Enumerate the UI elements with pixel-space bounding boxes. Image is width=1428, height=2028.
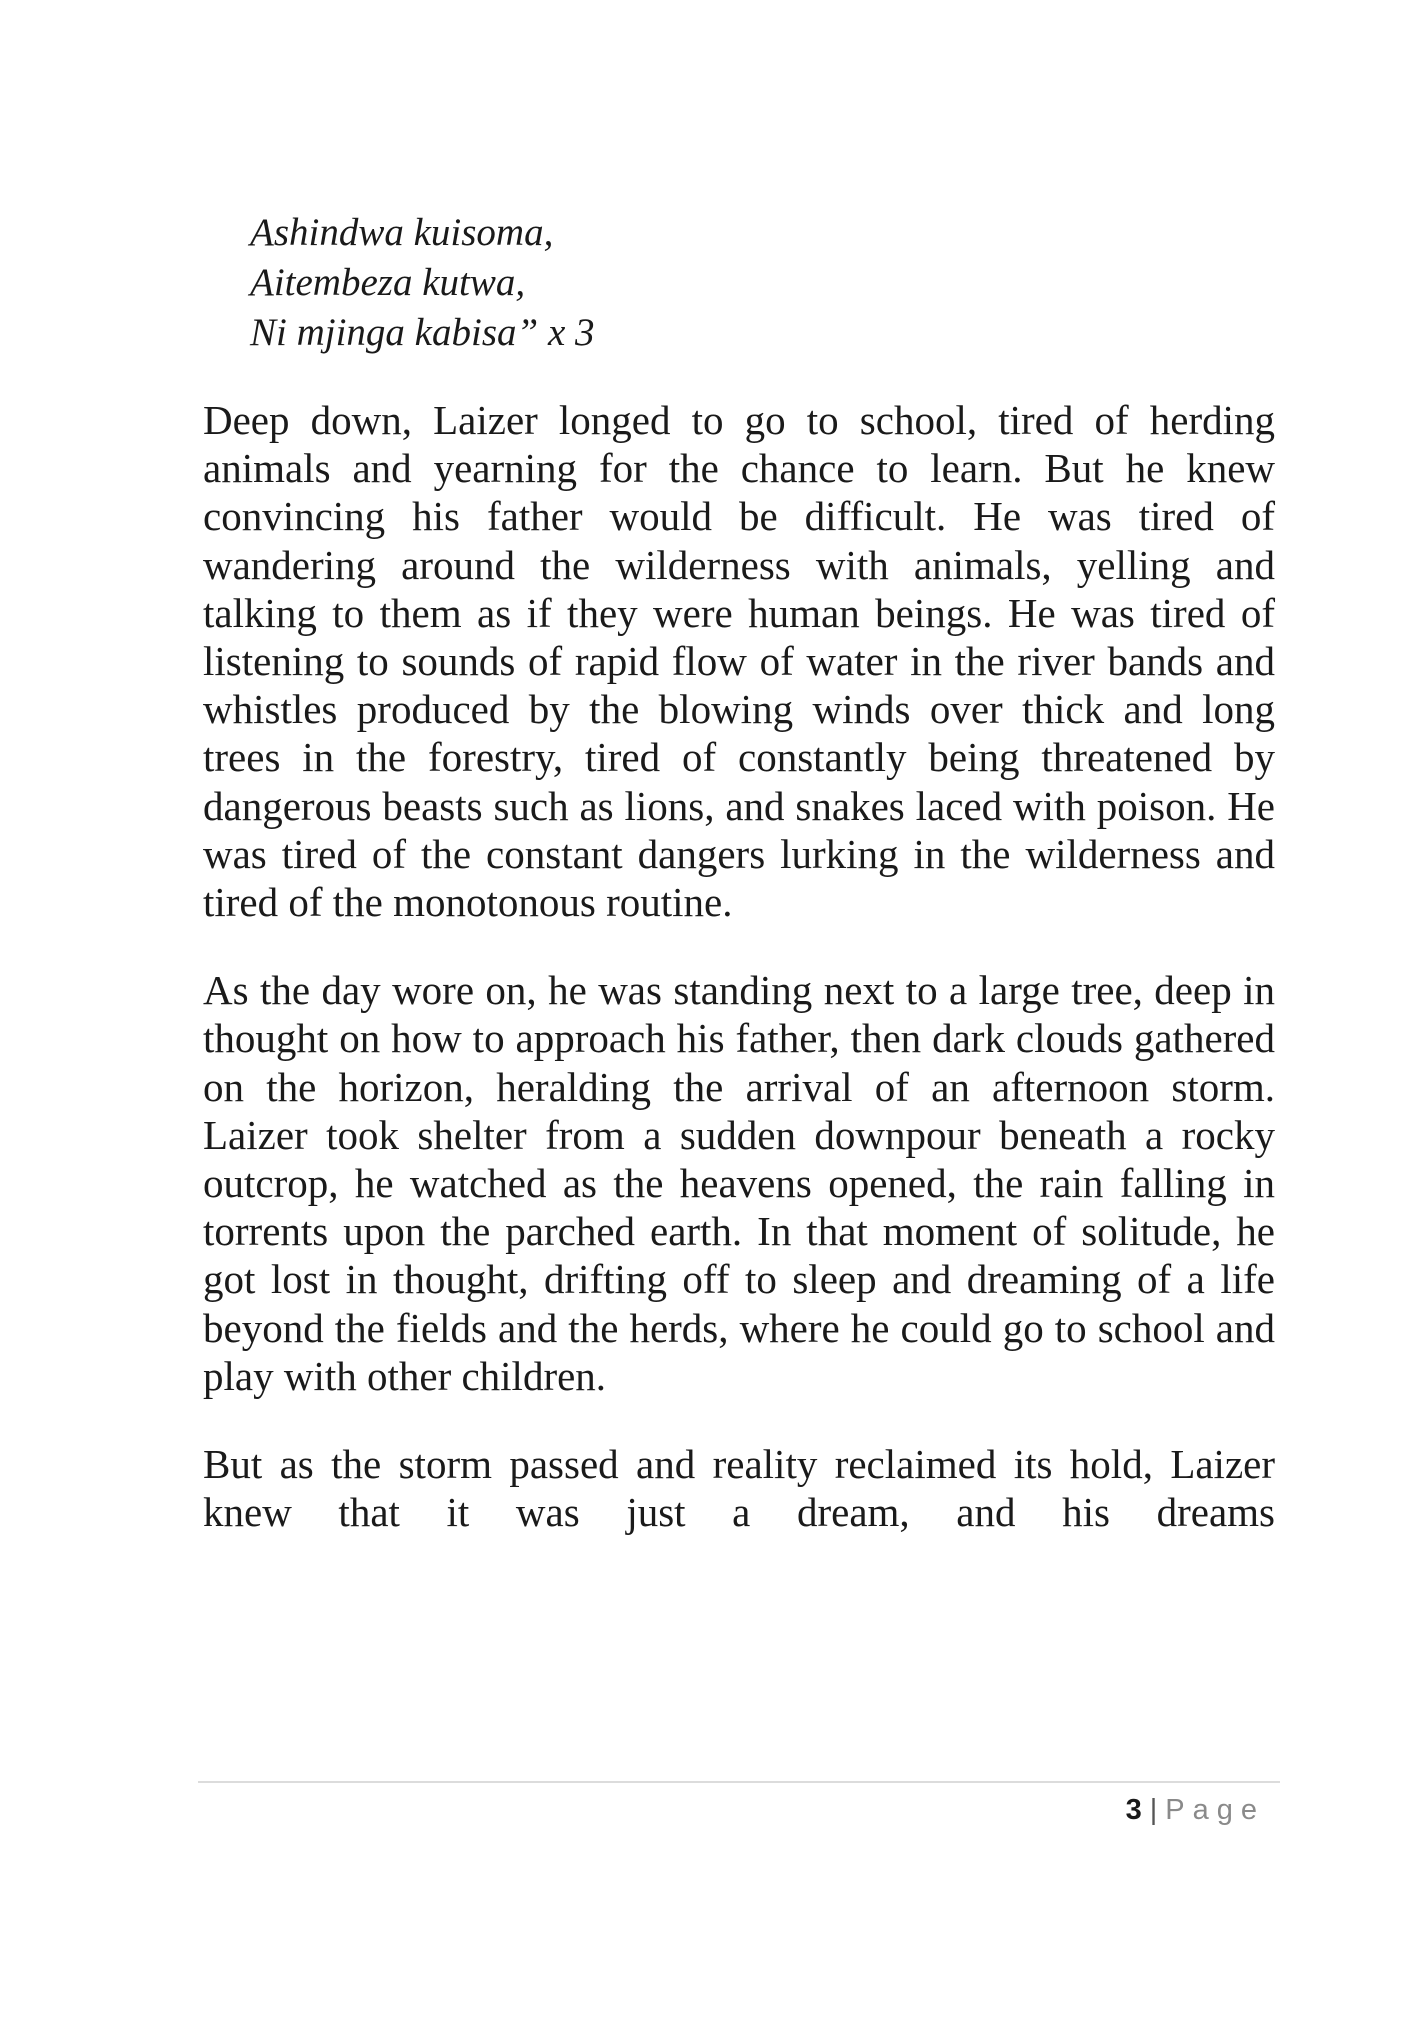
paragraph: As the day wore on, he was standing next to a large tree, deep in thought on how to approach his father, then dark clouds gathered on the horizon, heralding the arrival of an afternoon storm. Laizer took shelter from a sudden downpour beneath a rocky outcrop, he watched as the heavens opened, the rain falling in torrents upon the parched earth. In that moment of solitude, he got lost in thought, drifting off to sleep and dreaming of a life beyond the fields and the herds, where he could go to school and play with other children.: [203, 967, 1275, 1399]
song-verse: [250, 208, 1150, 358]
page-number: 3: [1125, 1794, 1142, 1826]
verse-line: Ni mjinga kabisa” x 3: [250, 311, 595, 354]
footer-divider: [198, 1781, 1280, 1783]
paragraph: Deep down, Laizer longed to go to school, tired of herding animals and yearning for the chance to learn. But he knew convincing his father would be difficult. He was tired of wandering around the wilderness with animals, yelling and talking to them as if they were human beings. He was tired of listening to sounds of rapid flow of water in the river bands and whistles produced by the blowing winds over thick and long trees in the forestry, tired of constantly being threatened by dangerous beasts such as lions, and snakes laced with poison. He was tired of the constant dangers lurking in the wilderness and tired of the monotonous routine.: [203, 397, 1275, 926]
body-text: [203, 396, 1275, 1576]
page-footer: [1126, 1790, 1265, 1830]
verse-line: Ashindwa kuisoma,: [250, 211, 554, 254]
page-label: Page: [1165, 1794, 1265, 1826]
verse-line: Aitembeza kutwa,: [250, 261, 526, 304]
paragraph: But as the storm passed and reality reclaimed its hold, Laizer knew that it was just a dream, and his dreams: [203, 1441, 1275, 1536]
footer-separator: |: [1149, 1794, 1158, 1826]
